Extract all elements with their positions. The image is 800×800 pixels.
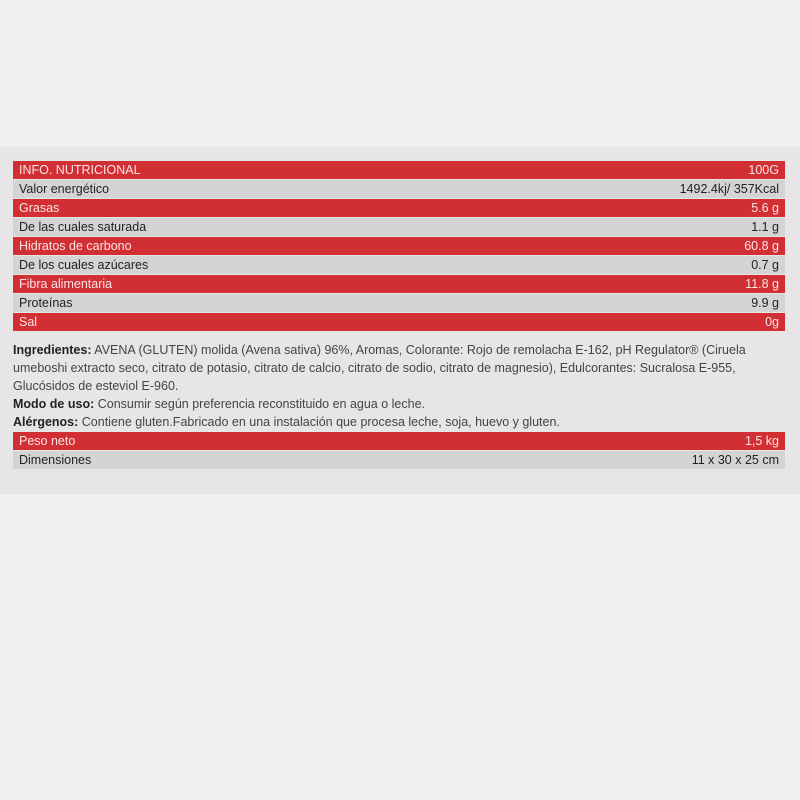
row-label: De los cuales azúcares	[19, 258, 149, 272]
nutrition-table	[13, 161, 785, 332]
row-value: 9.9 g	[751, 296, 779, 310]
product-description	[13, 341, 783, 431]
row-value: 11 x 30 x 25 cm	[691, 453, 779, 467]
row-value: 5.6 g	[751, 201, 779, 215]
row-label: Dimensiones	[19, 453, 92, 467]
allergens-paragraph	[13, 413, 783, 431]
ingredients-text: AVENA (GLUTEN) molida (Avena sativa) 96%, Aromas, Colorante: Rojo de remolacha E-162, pH Regulator® (Ciruela umeboshi extracto seco, citrato de potasio, citrato de calcio, citrato de sodio, citrato de magnesio), Edulcorantes: Sucralosa E-955, Glucósidos de esteviol E-960.	[13, 343, 746, 393]
ingredients-paragraph	[13, 341, 783, 395]
ingredients-label: Ingredientes:	[13, 343, 92, 357]
extra-info-table	[13, 432, 785, 470]
allergens-label: Alérgenos:	[13, 415, 79, 429]
nutrition-row-energy	[13, 180, 785, 198]
row-label: Sal	[19, 315, 38, 329]
usage-label: Modo de uso:	[13, 397, 95, 411]
row-value: 11.8 g	[745, 277, 779, 291]
nutrition-row-sugars	[13, 256, 785, 274]
row-value: 1,5 kg	[744, 434, 779, 448]
row-label: Proteínas	[19, 296, 73, 310]
nutrition-row-carbs	[13, 237, 785, 255]
row-label: Peso neto	[19, 434, 76, 448]
row-value: 0g	[765, 315, 779, 329]
allergens-text: Contiene gluten.Fabricado en una instalación que procesa leche, soja, huevo y gluten.	[78, 415, 560, 429]
row-value: 60.8 g	[744, 239, 779, 253]
product-info-panel	[0, 147, 800, 494]
nutrition-row-fiber	[13, 275, 785, 293]
row-value: 1492.4kj/ 357Kcal	[679, 182, 779, 196]
nutrition-row-saturated	[13, 218, 785, 236]
row-value: 0.7 g	[751, 258, 779, 272]
nutrition-row-salt	[13, 313, 785, 331]
net-weight-row	[13, 432, 785, 450]
dimensions-row	[13, 451, 785, 469]
row-label: Grasas	[19, 201, 60, 215]
usage-text: Consumir según preferencia reconstituido en agua o leche.	[94, 397, 426, 411]
row-label: Fibra alimentaria	[19, 277, 113, 291]
nutrition-row-fat	[13, 199, 785, 217]
row-label: Valor energético	[19, 182, 110, 196]
row-value: 1.1 g	[751, 220, 779, 234]
row-label: INFO. NUTRICIONAL	[19, 163, 141, 177]
nutrition-header-row	[13, 161, 785, 179]
row-value: 100G	[748, 163, 779, 177]
nutrition-row-protein	[13, 294, 785, 312]
usage-paragraph	[13, 395, 783, 413]
row-label: De las cuales saturada	[19, 220, 147, 234]
row-label: Hidratos de carbono	[19, 239, 132, 253]
